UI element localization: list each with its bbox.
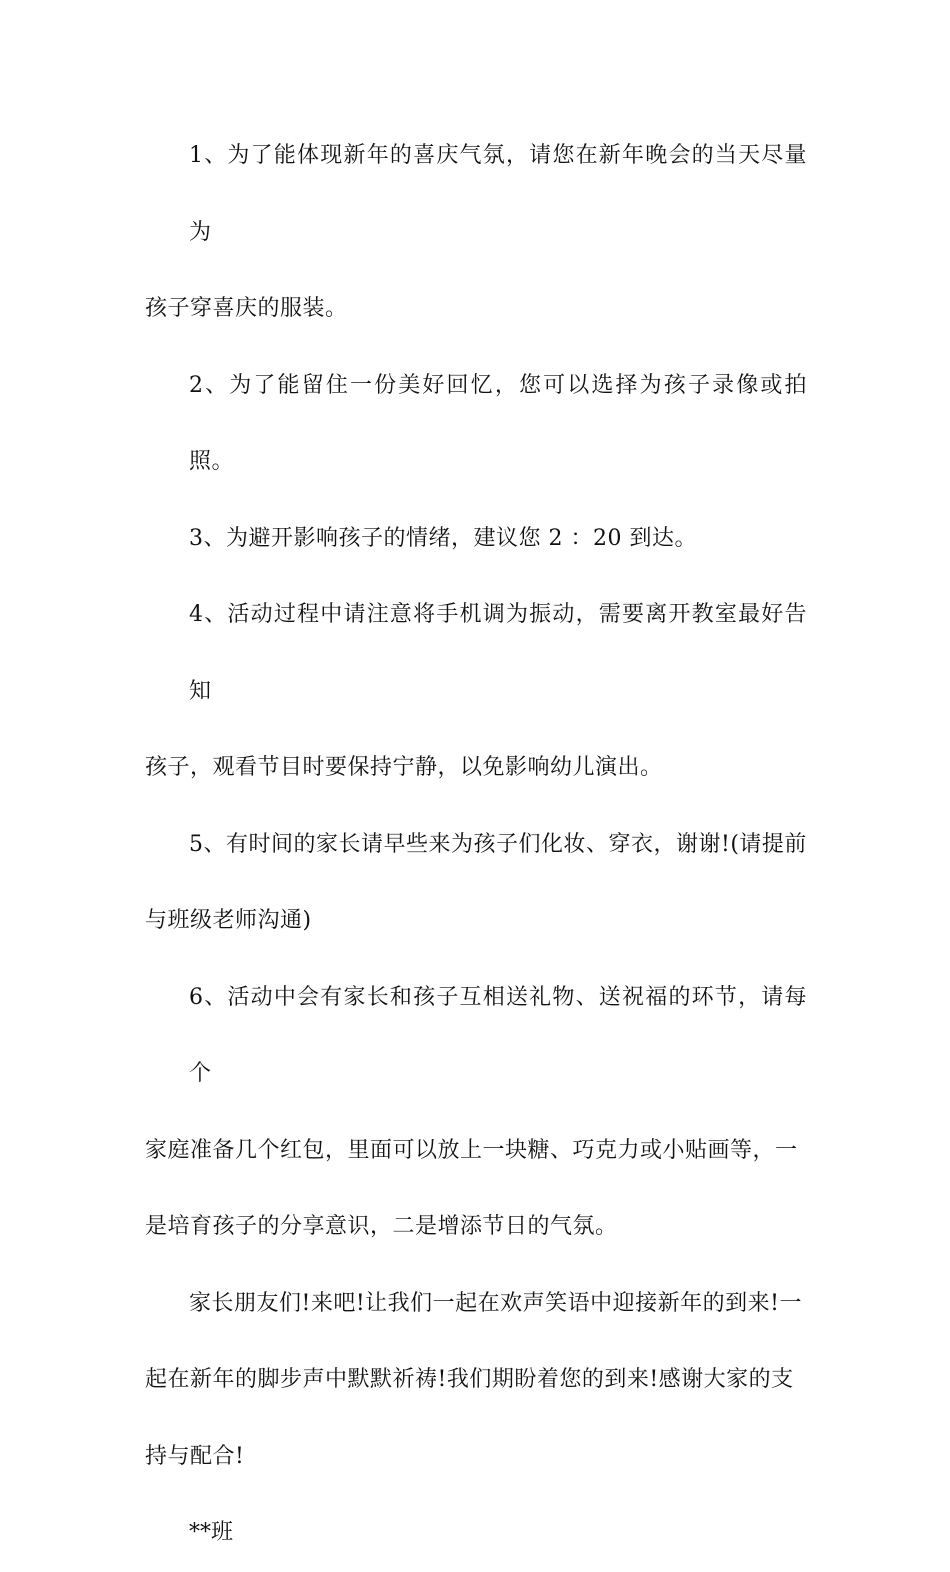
paragraph-line: 与班级老师沟通) xyxy=(145,908,312,933)
paragraph-line: 家庭准备几个红包，里面可以放上一块糖、巧克力或小贴画等，一 xyxy=(145,1137,798,1163)
paragraph-1 xyxy=(145,118,807,348)
paragraph-line: 孩子穿喜庆的服装。 xyxy=(145,296,348,321)
paragraph-line: 家长朋友们!来吧!让我们一起在欢声笑语中迎接新年的到来!一 xyxy=(189,1290,803,1316)
paragraph-line: 是培育孩子的分享意识，二是增添节日的气氛。 xyxy=(145,1214,618,1239)
signature: **班 xyxy=(189,1520,234,1545)
paragraph-line: 3、为避开影响孩子的情绪，建议您 2 ：20 到达。 xyxy=(189,525,697,551)
paragraph-5 xyxy=(145,807,807,960)
paragraph-6 xyxy=(145,960,807,1266)
paragraph-line: 孩子，观看节目时要保持宁静，以免影响幼儿演出。 xyxy=(145,755,663,780)
paragraph-line: 持与配合! xyxy=(145,1443,245,1469)
paragraph-line: 5、有时间的家长请早些来为孩子们化妆、穿衣，谢谢!(请提前 xyxy=(189,831,807,857)
paragraph-line: 6、活动中会有家长和孩子互相送礼物、送祝福的环节，请每个 xyxy=(189,984,807,1086)
paragraph-closing xyxy=(145,1266,807,1496)
paragraph-line: 起在新年的脚步声中默默祈祷!我们期盼着您的到来!感谢大家的支 xyxy=(145,1367,794,1392)
paragraph-line: 1、为了能体现新年的喜庆气氛，请您在新年晚会的当天尽量为 xyxy=(189,143,807,245)
paragraph-4 xyxy=(145,577,807,807)
paragraph-line: 2、为了能留住一份美好回忆，您可以选择为孩子录像或拍照。 xyxy=(189,372,807,474)
paragraph-2 xyxy=(145,348,807,501)
paragraph-line: 4、活动过程中请注意将手机调为振动，需要离开教室最好告知 xyxy=(189,602,807,704)
document-body xyxy=(145,118,807,1572)
paragraph-3 xyxy=(145,501,807,578)
